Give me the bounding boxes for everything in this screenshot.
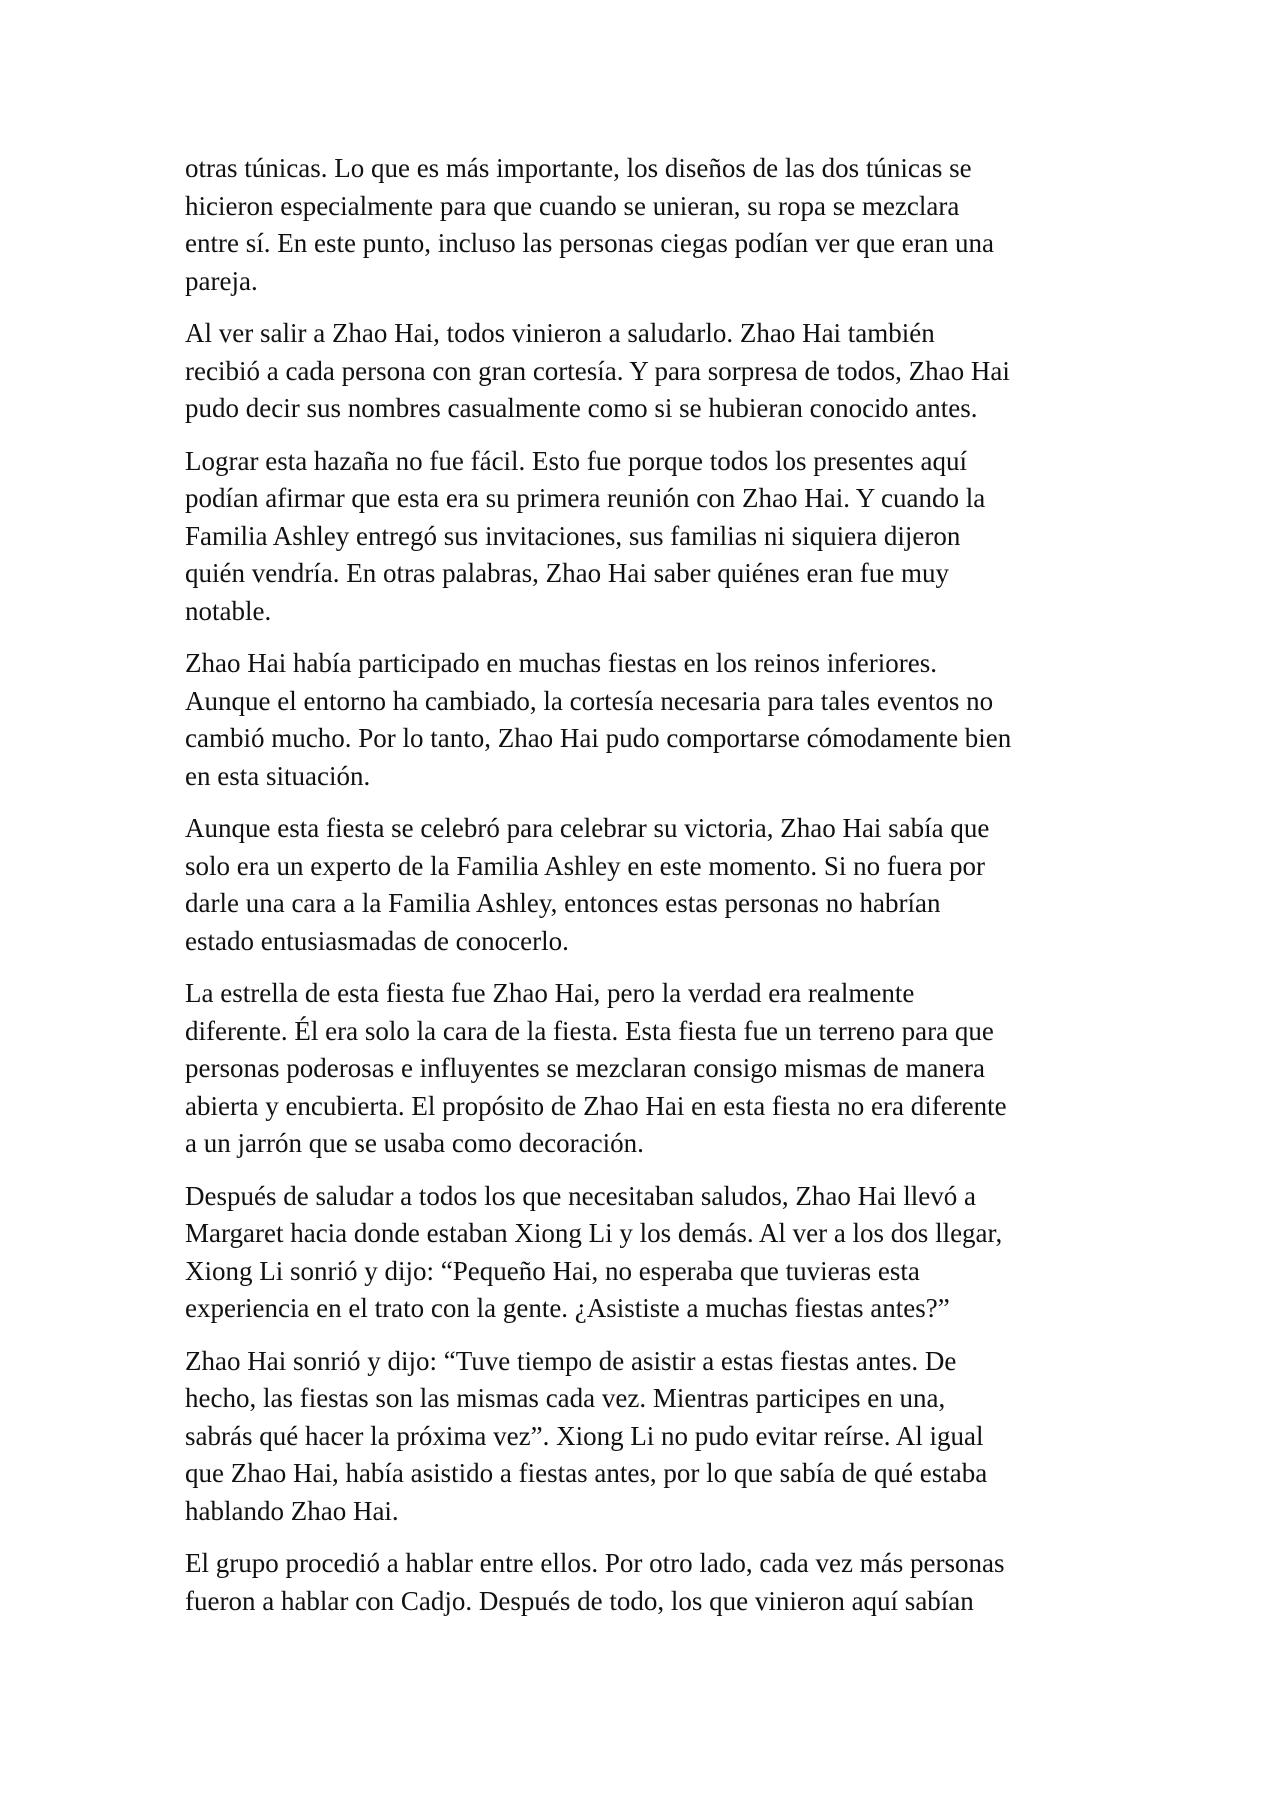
- paragraph-5: [185, 810, 1105, 960]
- paragraph-7: [185, 1178, 1105, 1328]
- paragraph-6: [185, 975, 1105, 1163]
- paragraph-9: [185, 1545, 1105, 1620]
- text-line: personas poderosas e influyentes se mezclaran consigo mismas de manera: [185, 1053, 985, 1083]
- text-line: cambió mucho. Por lo tanto, Zhao Hai pudo comportarse cómodamente bien: [185, 723, 1012, 753]
- text-line: abierta y encubierta. El propósito de Zhao Hai en esta fiesta no era diferente: [185, 1090, 1007, 1121]
- text-line: La estrella de esta fiesta fue Zhao Hai, pero la verdad era realmente: [185, 978, 915, 1008]
- text-line: que Zhao Hai, había asistido a fiestas antes, por lo que sabía de qué estaba: [185, 1458, 988, 1488]
- text-line: Aunque el entorno ha cambiado, la cortesía necesaria para tales eventos no: [185, 685, 994, 716]
- text-line: darle una cara a la Familia Ashley, entonces estas personas no habrían: [185, 888, 941, 918]
- text-line: quién vendría. En otras palabras, Zhao Hai saber quiénes eran fue muy: [185, 558, 949, 588]
- text-line: Aunque esta fiesta se celebró para celebrar su victoria, Zhao Hai sabía que: [185, 813, 990, 843]
- text-line: recibió a cada persona con gran cortesía. Y para sorpresa de todos, Zhao Hai: [185, 355, 1010, 386]
- text-line: a un jarrón que se usaba como decoración.: [185, 1128, 644, 1158]
- text-line: experiencia en el trato con la gente. ¿Asististe a muchas fiestas antes?”: [185, 1293, 950, 1323]
- text-line: Zhao Hai había participado en muchas fiestas en los reinos inferiores.: [185, 648, 937, 678]
- paragraph-3: [185, 443, 1105, 631]
- text-line: Xiong Li sonrió y dijo: “Pequeño Hai, no esperaba que tuvieras esta: [185, 1255, 920, 1286]
- paragraph-1: [185, 150, 1105, 300]
- paragraph-2: [185, 315, 1105, 428]
- text-line: Después de saludar a todos los que necesitaban saludos, Zhao Hai llevó a: [185, 1180, 977, 1211]
- text-line: Familia Ashley entregó sus invitaciones, sus familias ni siquiera dijeron: [185, 520, 961, 551]
- text-line: solo era un experto de la Familia Ashley en este momento. Si no fuera por: [185, 850, 986, 881]
- text-line: Al ver salir a Zhao Hai, todos vinieron a saludarlo. Zhao Hai también: [185, 318, 935, 348]
- text-line: fueron a hablar con Cadjo. Después de todo, los que vinieron aquí sabían: [185, 1585, 974, 1616]
- paragraph-4: [185, 645, 1105, 795]
- text-line: Zhao Hai sonrió y dijo: “Tuve tiempo de asistir a estas fiestas antes. De: [185, 1345, 957, 1376]
- text-line: pudo decir sus nombres casualmente como si se hubieran conocido antes.: [185, 393, 978, 423]
- text-line: hablando Zhao Hai.: [185, 1495, 399, 1526]
- text-line: entre sí. En este punto, incluso las personas ciegas podían ver que eran una: [185, 228, 994, 258]
- text-line: Margaret hacia donde estaban Xiong Li y los demás. Al ver a los dos llegar,: [185, 1218, 1003, 1248]
- text-line: Lograr esta hazaña no fue fácil. Esto fue porque todos los presentes aquí: [185, 445, 967, 476]
- text-line: diferente. Él era solo la cara de la fiesta. Esta fiesta fue un terreno para que: [185, 1015, 994, 1046]
- text-line: sabrás qué hacer la próxima vez”. Xiong Li no pudo evitar reírse. Al igual: [185, 1420, 984, 1451]
- text-line: podían afirmar que esta era su primera reunión con Zhao Hai. Y cuando la: [185, 483, 986, 513]
- text-line: notable.: [185, 595, 272, 626]
- document-body: [185, 150, 1105, 1635]
- text-line: pareja.: [185, 265, 258, 296]
- text-line: otras túnicas. Lo que es más importante, los diseños de las dos túnicas se: [185, 153, 972, 183]
- text-line: en esta situación.: [185, 760, 371, 791]
- text-line: hecho, las fiestas son las mismas cada vez. Mientras participes en una,: [185, 1383, 946, 1413]
- text-line: hicieron especialmente para que cuando se unieran, su ropa se mezclara: [185, 190, 960, 221]
- paragraph-8: [185, 1343, 1105, 1531]
- text-line: estado entusiasmadas de conocerlo.: [185, 925, 569, 956]
- text-line: El grupo procedió a hablar entre ellos. Por otro lado, cada vez más personas: [185, 1548, 1005, 1578]
